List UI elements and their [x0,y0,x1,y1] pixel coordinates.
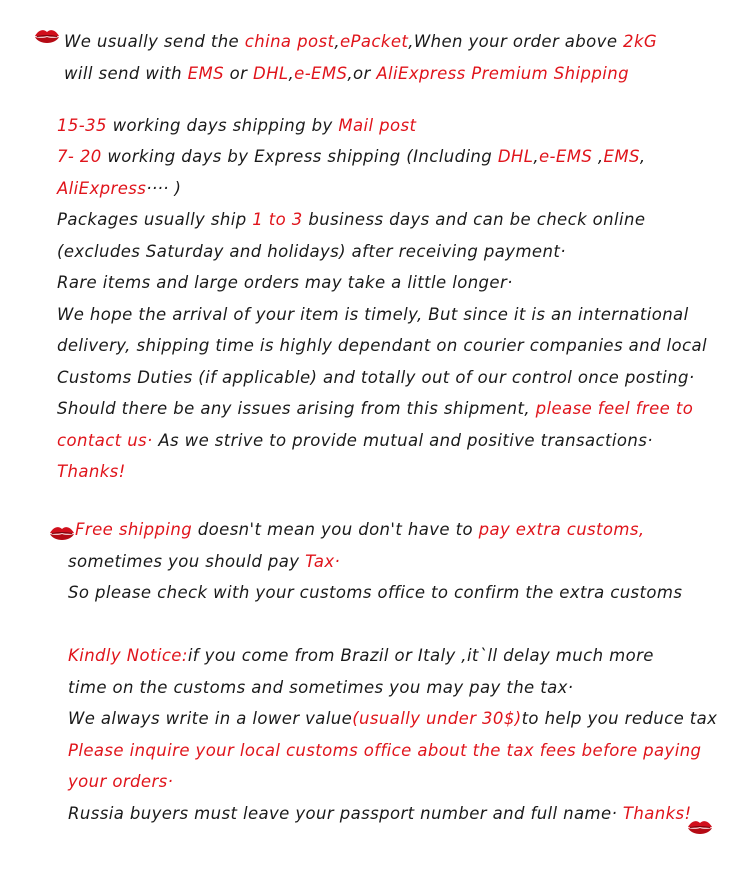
highlight-text: ePacket [339,32,409,51]
lips-icon [49,524,75,544]
text: Russia buyers must leave your passport number and full name· [68,804,623,823]
highlight-text: AliExpress Premium Shipping [376,64,629,83]
contact-line-2 [57,431,653,451]
highlight-text: Kindly Notice: [68,646,188,665]
text: working days shipping by [106,116,339,135]
text: will send with [64,64,188,83]
highlight-text: DHL [252,64,289,83]
delivery-time-line-2 [57,147,646,167]
highlight-text: Thanks! [622,804,692,823]
text: ,When your order above [408,32,624,51]
notice-line-5: your orders· [68,772,174,791]
highlight-text: 7- 20 [57,147,102,166]
processing-line-1 [57,210,645,230]
highlight-text: contact us· [57,431,153,450]
highlight-text: (usually under 30$) [352,709,522,728]
text: , [288,64,295,83]
text: working days by Express shipping (Including [101,147,498,166]
text: business days and can be check online [302,210,646,229]
text: Packages usually ship [57,210,253,229]
highlight-text: 2kG [623,32,658,51]
text: Should there be any issues arising from this shipment, [57,399,536,418]
customs-line-2 [68,552,340,572]
highlight-text: e-EMS [294,64,348,83]
text: sometimes you should pay [68,552,306,571]
text: or [224,64,253,83]
highlight-text: e-EMS [538,147,593,166]
highlight-text: china post [244,32,335,51]
notice-line-3 [68,709,717,729]
text: , [592,147,604,166]
notice-line-1 [68,646,654,666]
highlight-text: please feel free to [535,399,694,418]
shipping-method-line-2 [64,64,629,84]
text: ···· ) [146,179,182,198]
processing-line-2: (excludes Saturday and holidays) after receiving payment· [57,242,566,261]
highlight-text: 15-35 [57,116,107,135]
text: , [334,32,340,51]
highlight-text: EMS [187,64,225,83]
text: if you come from Brazil or Italy ,it`ll delay much more [187,646,654,665]
highlight-text: EMS [603,147,640,166]
disclaimer-line-2: delivery, shipping time is highly dependant on courier companies and local [57,336,707,355]
text: We usually send the [64,32,245,51]
delivery-time-line-3 [57,179,181,199]
highlight-text: Tax· [305,552,341,571]
text: ,or [347,64,377,83]
shipping-method-line-1 [64,32,657,52]
highlight-text: pay extra customs, [478,520,645,539]
text: to help you reduce tax [521,709,718,728]
highlight-text: AliExpress [57,179,147,198]
text: doesn't mean you don't have to [192,520,479,539]
customs-line-3: So please check with your customs office to confirm the extra customs [68,583,683,602]
thanks-text: Thanks! [57,462,126,481]
text: As we strive to provide mutual and positive transactions· [152,431,653,450]
highlight-text: DHL [497,147,534,166]
notice-line-4: Please inquire your local customs office about the tax fees before paying [68,741,702,760]
highlight-text: Free shipping [75,520,193,539]
text: We always write in a lower value [68,709,353,728]
notice-line-6 [68,804,692,824]
notice-line-2: time on the customs and sometimes you may pay the tax· [68,678,574,697]
disclaimer-line-3: Customs Duties (if applicable) and totally out of our control once posting· [57,368,695,387]
highlight-text: 1 to 3 [252,210,303,229]
lips-icon [34,27,60,47]
customs-line-1 [75,520,645,540]
text: , [533,147,539,166]
processing-line-3: Rare items and large orders may take a little longer· [57,273,513,292]
delivery-time-line-1 [57,116,416,136]
contact-line-1 [57,399,693,419]
disclaimer-line-1: We hope the arrival of your item is timely, But since it is an international [57,305,689,324]
text: , [639,147,646,166]
highlight-text: Mail post [338,116,417,135]
